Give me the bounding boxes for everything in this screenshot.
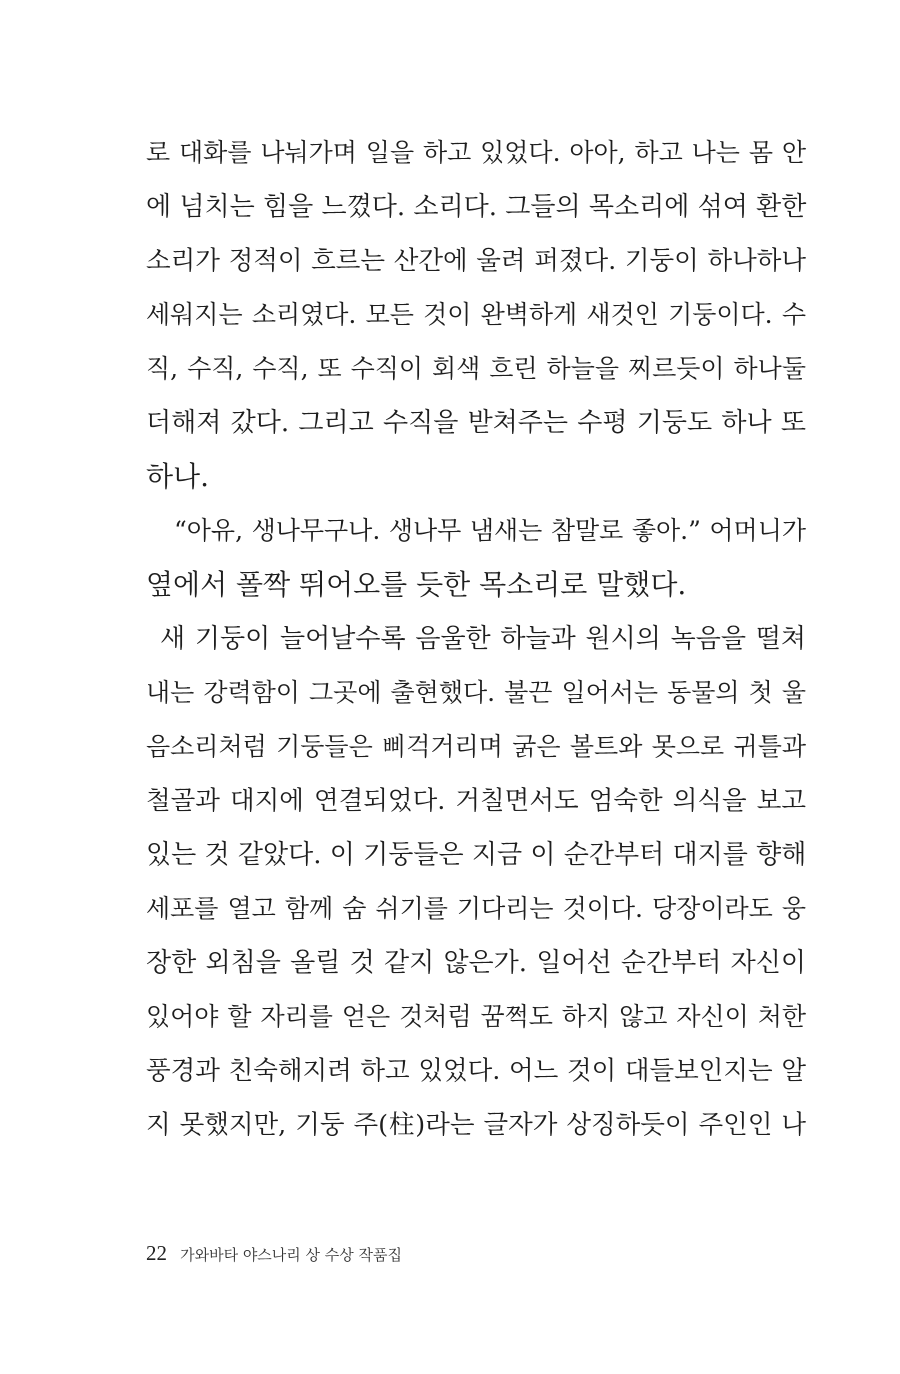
text-line: 옆에서 폴짝 뛰어오를 듯한 목소리로 말했다.: [146, 568, 687, 601]
text-line: 새 기둥이 늘어날수록 음울한 하늘과 원시의 녹음을 떨쳐: [160, 624, 806, 654]
page-footer: [146, 1238, 402, 1268]
text-line: 있는 것 같았다. 이 기둥들은 지금 이 순간부터 대지를 향해: [146, 840, 807, 870]
text-line: 로 대화를 나눠가며 일을 하고 있었다. 아아, 하고 나는 몸 안: [146, 138, 806, 167]
text-line: 세포를 열고 함께 숨 쉬기를 기다리는 것이다. 당장이라도 웅: [146, 894, 806, 923]
text-line: 장한 외침을 올릴 것 같지 않은가. 일어선 순간부터 자신이: [146, 948, 806, 978]
text-line: 세워지는 소리였다. 모든 것이 완벽하게 새것인 기둥이다. 수: [146, 300, 806, 329]
text-line: 있어야 할 자리를 얻은 것처럼 꿈쩍도 하지 않고 자신이 처한: [146, 1002, 806, 1031]
text-line: 음소리처럼 기둥들은 삐걱거리며 굵은 볼트와 못으로 귀틀과: [146, 732, 806, 761]
text-line: 직, 수직, 수직, 또 수직이 회색 흐린 하늘을 찌르듯이 하나둘: [146, 354, 806, 383]
text-line: “아유, 생나무구나. 생나무 냄새는 참말로 좋아.” 어머니가: [174, 516, 806, 545]
text-line: 풍경과 친숙해지려 하고 있었다. 어느 것이 대들보인지는 알: [146, 1056, 806, 1086]
body-text: [146, 126, 806, 1152]
running-title: 가와바타 야스나리 상 수상 작품집: [180, 1246, 403, 1264]
text-line: 철골과 대지에 연결되었다. 거칠면서도 엄숙한 의식을 보고: [146, 786, 806, 816]
text-line: 에 넘치는 힘을 느꼈다. 소리다. 그들의 목소리에 섞여 환한: [146, 192, 807, 222]
text-line: 더해져 갔다. 그리고 수직을 받쳐주는 수평 기둥도 하나 또: [146, 408, 806, 438]
page-number: 22: [146, 1241, 167, 1265]
text-line: 하나.: [146, 460, 209, 493]
text-line: 지 못했지만, 기둥 주(柱)라는 글자가 상징하듯이 주인인 나: [146, 1110, 806, 1140]
text-line: 내는 강력함이 그곳에 출현했다. 불끈 일어서는 동물의 첫 울: [146, 678, 806, 707]
text-line: 소리가 정적이 흐르는 산간에 울려 퍼졌다. 기둥이 하나하나: [146, 246, 806, 276]
